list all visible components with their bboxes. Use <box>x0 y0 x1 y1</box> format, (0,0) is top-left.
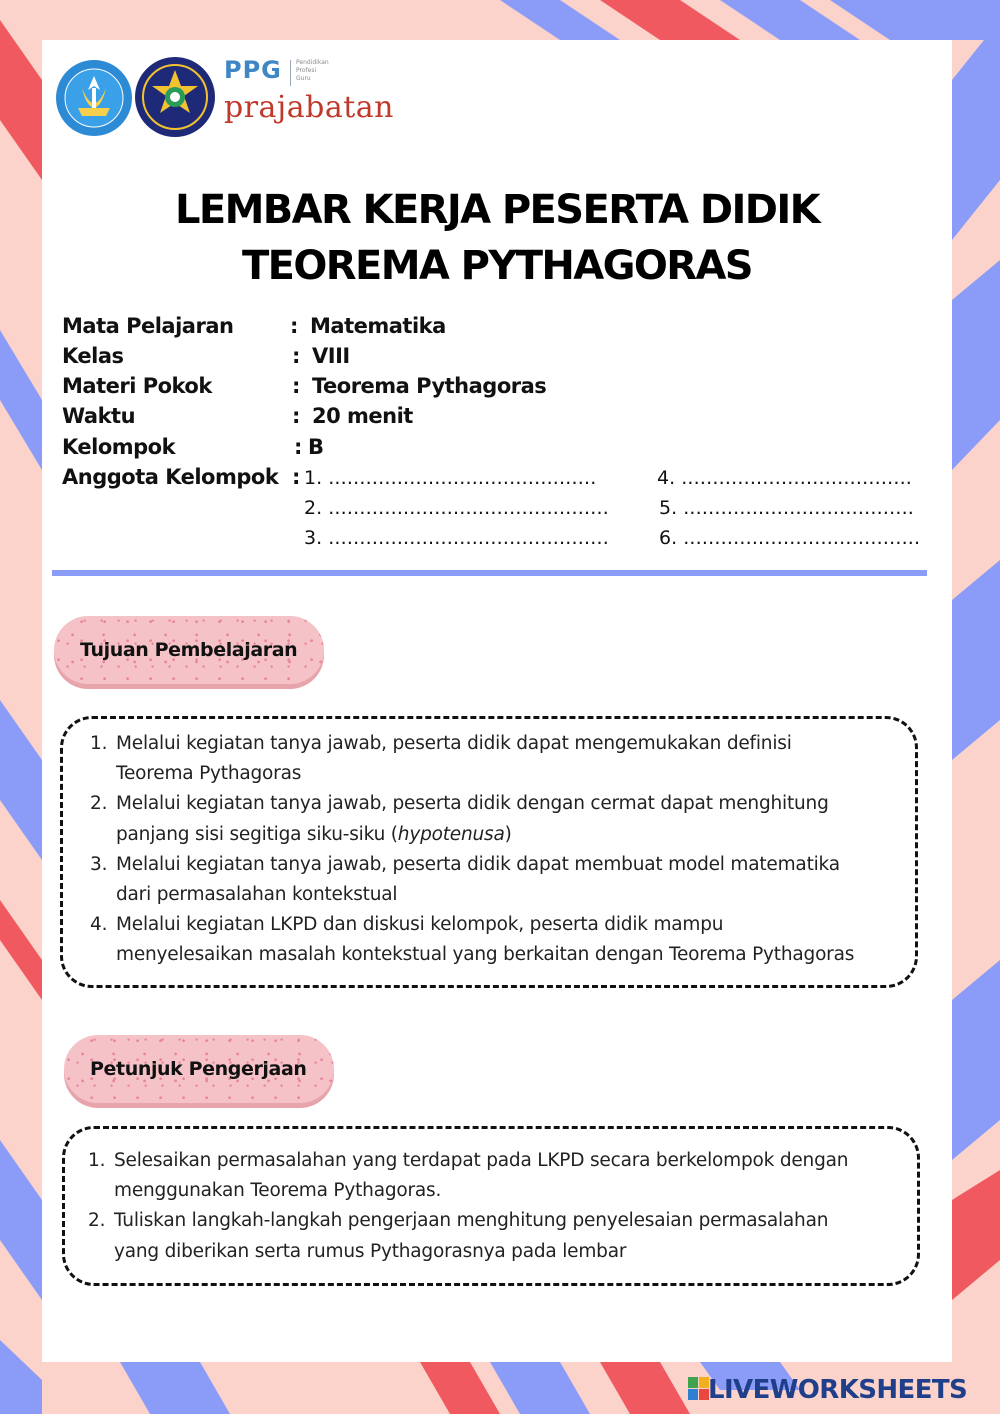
member-slot-1[interactable] <box>304 463 597 493</box>
ppg-sub-line: Pendidikan <box>296 59 329 66</box>
ppg-sub-line: Profesi <box>296 67 317 74</box>
info-colon: : <box>292 374 300 398</box>
tut-wuri-handayani-logo <box>54 58 134 138</box>
page-title <box>42 182 952 294</box>
info-value: B <box>308 435 324 459</box>
item-line: Melalui kegiatan tanya jawab, peserta didik dapat mengemukakan definisi <box>116 733 792 754</box>
item-line: yang diberikan serta rumus Pythagorasnya pada lembar <box>114 1240 627 1262</box>
info-value: Matematika <box>310 314 446 338</box>
liveworksheets-watermark[interactable] <box>688 1373 992 1407</box>
member-number: 6. <box>659 527 678 549</box>
item-line: Melalui kegiatan tanya jawab, peserta didik dengan cermat dapat menghitung <box>116 793 829 815</box>
list-item <box>90 729 854 789</box>
item-line: Selesaikan permasalahan yang terdapat pada LKPD secara berkelompok dengan <box>114 1150 849 1171</box>
info-colon: : <box>290 314 298 338</box>
title-line-2: TEOREMA PYTHAGORAS <box>241 243 753 289</box>
list-item <box>90 789 854 849</box>
item-line: menggunakan Teorema Pythagoras. <box>114 1180 442 1202</box>
member-slot-6[interactable] <box>659 523 920 553</box>
tujuan-list <box>90 729 854 971</box>
member-number: 5. <box>659 497 678 519</box>
item-number: 2. <box>90 793 108 815</box>
ppg-text: PPG <box>224 56 282 84</box>
item-line-with-italic <box>116 820 854 850</box>
item-line: Tuliskan langkah-langkah pengerjaan menghitung penyelesaian permasalahan <box>114 1210 829 1232</box>
member-blank: ..................................... <box>683 497 915 519</box>
petunjuk-list <box>88 1146 848 1267</box>
list-item <box>88 1206 848 1266</box>
member-number: 4. <box>657 467 676 489</box>
item-number: 1. <box>88 1150 106 1171</box>
info-label: Waktu <box>62 404 136 428</box>
member-blank: ........................................... <box>328 467 597 489</box>
prajabatan-text: prajabatan <box>224 90 394 125</box>
ums-logo <box>134 56 216 138</box>
info-value: 20 menit <box>312 404 413 428</box>
item-text: panjang sisi segitiga siku-siku ( <box>116 823 398 845</box>
ppg-separator <box>290 60 291 86</box>
member-blank: ..................................... <box>681 467 913 489</box>
item-number: 4. <box>90 914 108 936</box>
title-line-1: LEMBAR KERJA PESERTA DIDIK <box>174 187 820 233</box>
member-slot-2[interactable] <box>304 493 609 523</box>
member-slot-4[interactable] <box>657 463 912 493</box>
item-number: 1. <box>90 733 108 754</box>
member-blank: ............................................. <box>328 497 609 519</box>
item-text: ) <box>504 823 512 845</box>
info-label: Kelompok <box>62 435 176 459</box>
info-colon: : <box>292 344 300 368</box>
tujuan-pill <box>54 616 324 684</box>
item-line: dari permasalahan kontekstual <box>116 884 398 906</box>
member-number: 1. <box>304 467 323 489</box>
info-value: VIII <box>312 344 350 368</box>
info-colon: : <box>292 404 300 428</box>
ppg-subtitle <box>296 59 376 83</box>
item-line: menyelesaikan masalah kontekstual yang berkaitan dengan Teorema Pythagoras <box>116 944 855 966</box>
item-number: 2. <box>88 1210 106 1232</box>
member-number: 2. <box>304 497 323 519</box>
petunjuk-heading: Petunjuk Pengerjaan <box>90 1058 307 1080</box>
list-item <box>88 1146 848 1206</box>
member-slot-3[interactable] <box>304 523 609 553</box>
list-item <box>90 910 854 970</box>
member-blank: ...................................... <box>683 527 921 549</box>
section-divider <box>52 570 927 576</box>
liveworksheets-text: LIVEWORKSHEETS <box>708 1375 968 1405</box>
member-blank: ............................................. <box>328 527 609 549</box>
item-line: Melalui kegiatan tanya jawab, peserta didik dapat membuat model matematika <box>116 853 840 875</box>
info-label: Kelas <box>62 344 124 368</box>
item-line: Teorema Pythagoras <box>116 763 302 785</box>
item-line: Melalui kegiatan LKPD dan diskusi kelompok, peserta didik mampu <box>116 914 724 936</box>
worksheet-page <box>42 40 952 1362</box>
item-number: 3. <box>90 853 108 875</box>
info-colon: : <box>292 465 300 489</box>
italic-term: hypotenusa <box>397 823 505 845</box>
ppg-sub-line: Guru <box>296 75 311 82</box>
info-label: Materi Pokok <box>62 374 212 398</box>
tujuan-heading: Tujuan Pembelajaran <box>80 639 298 661</box>
info-value: Teorema Pythagoras <box>312 374 547 398</box>
ppg-prajabatan-logo <box>224 56 414 136</box>
info-label: Anggota Kelompok <box>62 465 279 489</box>
list-item <box>90 850 854 910</box>
member-slot-5[interactable] <box>659 493 914 523</box>
info-colon: : <box>294 435 302 459</box>
petunjuk-pill <box>64 1035 334 1103</box>
info-label: Mata Pelajaran <box>62 314 234 338</box>
member-number: 3. <box>304 527 323 549</box>
liveworksheets-icon <box>688 1377 710 1401</box>
